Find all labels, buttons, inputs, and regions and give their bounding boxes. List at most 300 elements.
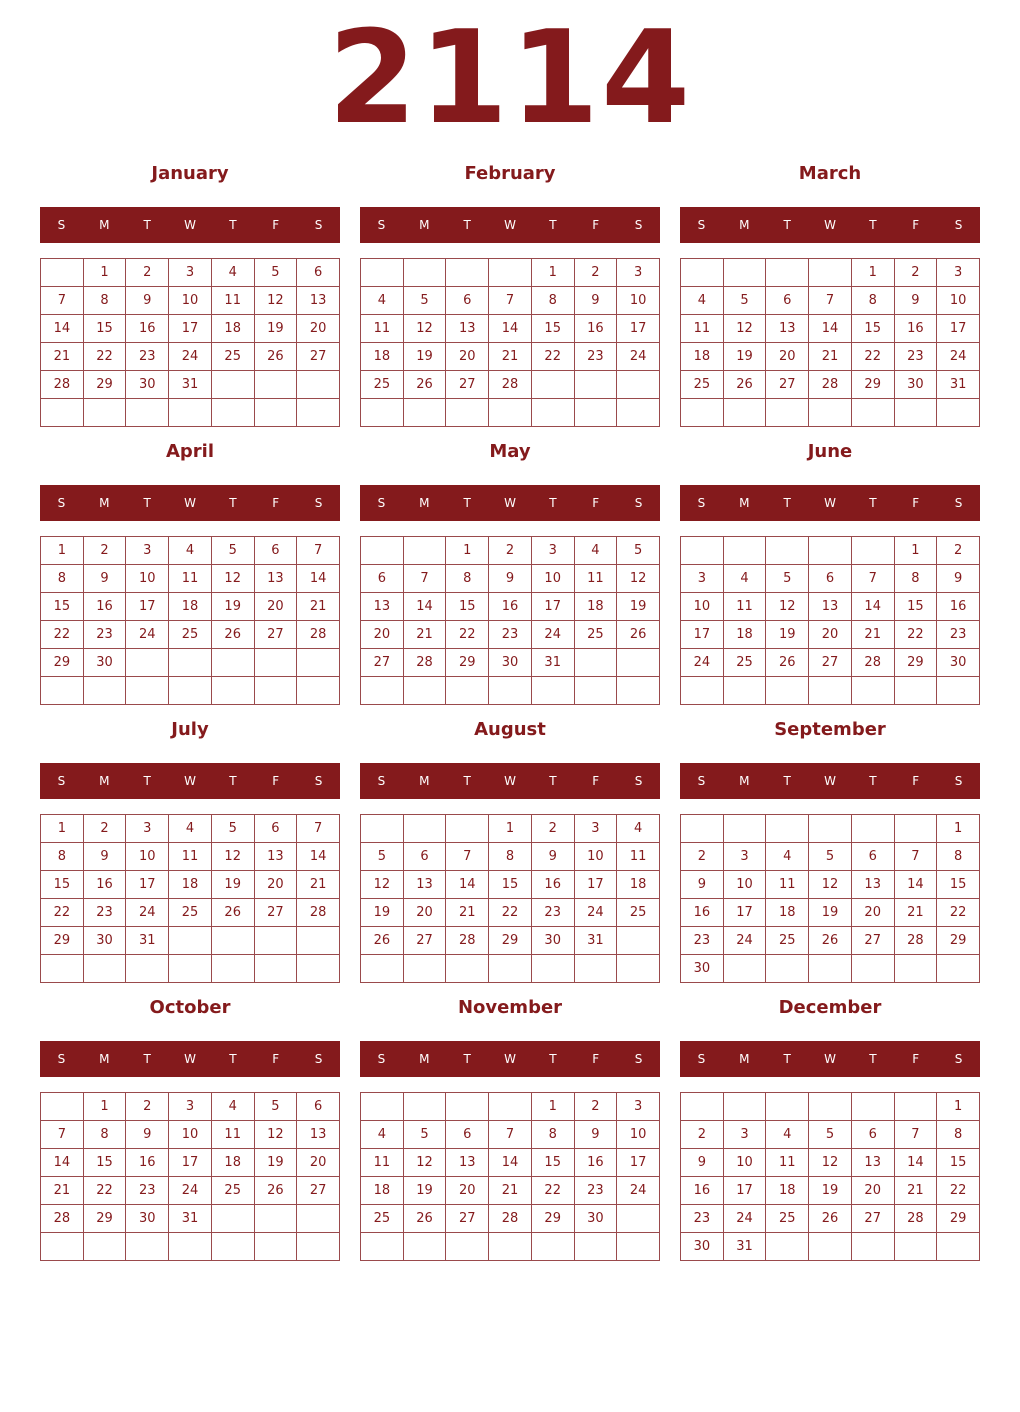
empty-day-cell xyxy=(681,1093,724,1121)
empty-day-cell xyxy=(446,955,489,983)
empty-day-cell xyxy=(724,677,767,705)
empty-day-cell xyxy=(575,1233,618,1261)
empty-day-cell xyxy=(255,1205,298,1233)
day-cell: 19 xyxy=(766,621,809,649)
weekday-header xyxy=(360,207,660,243)
empty-day-cell xyxy=(724,955,767,983)
day-cell: 12 xyxy=(404,1149,447,1177)
weekday-label: W xyxy=(184,774,196,788)
empty-day-cell xyxy=(895,677,938,705)
day-cell: 21 xyxy=(404,621,447,649)
day-cell: 21 xyxy=(41,1177,84,1205)
empty-day-cell xyxy=(532,955,575,983)
day-cell: 19 xyxy=(809,1177,852,1205)
empty-day-cell xyxy=(404,677,447,705)
day-cell: 25 xyxy=(575,621,618,649)
day-cell: 21 xyxy=(809,343,852,371)
day-cell: 13 xyxy=(361,593,404,621)
day-cell: 15 xyxy=(937,871,980,899)
day-cell: 30 xyxy=(681,1233,724,1261)
weekday-label: M xyxy=(739,496,750,510)
day-cell: 18 xyxy=(617,871,660,899)
day-cell: 3 xyxy=(169,259,212,287)
empty-day-cell xyxy=(404,955,447,983)
day-cell: 1 xyxy=(84,259,127,287)
day-cell: 2 xyxy=(489,537,532,565)
day-cell: 26 xyxy=(361,927,404,955)
day-cell: 2 xyxy=(937,537,980,565)
day-cell: 27 xyxy=(446,371,489,399)
day-grid xyxy=(40,536,340,705)
day-cell: 28 xyxy=(41,371,84,399)
empty-day-cell xyxy=(169,927,212,955)
day-cell: 9 xyxy=(575,1121,618,1149)
day-cell: 31 xyxy=(937,371,980,399)
day-cell: 29 xyxy=(84,1205,127,1233)
weekday-label: S xyxy=(314,496,323,510)
day-cell: 13 xyxy=(852,871,895,899)
empty-day-cell xyxy=(41,1233,84,1261)
weekday-label: F xyxy=(272,1052,280,1066)
month-october xyxy=(40,992,340,1270)
month-name: June xyxy=(807,441,853,462)
day-cell: 23 xyxy=(84,899,127,927)
day-cell: 11 xyxy=(617,843,660,871)
empty-day-cell xyxy=(617,677,660,705)
empty-day-cell xyxy=(766,815,809,843)
day-cell: 23 xyxy=(681,927,724,955)
weekday-label: M xyxy=(739,1052,750,1066)
day-cell: 5 xyxy=(809,1121,852,1149)
empty-day-cell xyxy=(766,399,809,427)
day-cell: 11 xyxy=(169,843,212,871)
weekday-label: M xyxy=(739,774,750,788)
weekday-label: T xyxy=(463,496,471,510)
day-cell: 14 xyxy=(809,315,852,343)
day-cell: 26 xyxy=(617,621,660,649)
empty-day-cell xyxy=(489,259,532,287)
empty-day-cell xyxy=(41,259,84,287)
day-cell: 7 xyxy=(489,287,532,315)
weekday-label: T xyxy=(143,774,151,788)
empty-day-cell xyxy=(41,399,84,427)
day-grid xyxy=(680,814,980,983)
day-cell: 24 xyxy=(169,1177,212,1205)
day-cell: 20 xyxy=(446,1177,489,1205)
day-cell: 27 xyxy=(446,1205,489,1233)
day-cell: 5 xyxy=(255,1093,298,1121)
empty-day-cell xyxy=(212,1233,255,1261)
weekday-header xyxy=(360,485,660,521)
day-cell: 4 xyxy=(575,537,618,565)
day-cell: 26 xyxy=(809,927,852,955)
month-name: February xyxy=(464,163,556,184)
day-cell: 31 xyxy=(126,927,169,955)
empty-day-cell xyxy=(297,399,340,427)
empty-day-cell xyxy=(361,955,404,983)
day-cell: 21 xyxy=(895,1177,938,1205)
empty-day-cell xyxy=(297,927,340,955)
day-cell: 5 xyxy=(361,843,404,871)
day-cell: 24 xyxy=(575,899,618,927)
empty-day-cell xyxy=(809,399,852,427)
day-cell: 18 xyxy=(212,1149,255,1177)
day-cell: 9 xyxy=(575,287,618,315)
day-cell: 25 xyxy=(212,1177,255,1205)
empty-day-cell xyxy=(446,1233,489,1261)
weekday-label: T xyxy=(229,774,237,788)
day-cell: 2 xyxy=(126,259,169,287)
empty-day-cell xyxy=(489,677,532,705)
empty-day-cell xyxy=(446,399,489,427)
empty-day-cell xyxy=(404,537,447,565)
day-cell: 8 xyxy=(532,287,575,315)
day-cell: 20 xyxy=(852,899,895,927)
empty-day-cell xyxy=(212,955,255,983)
day-cell: 31 xyxy=(169,1205,212,1233)
empty-day-cell xyxy=(361,1233,404,1261)
weekday-label: F xyxy=(272,496,280,510)
day-cell: 14 xyxy=(852,593,895,621)
day-cell: 1 xyxy=(532,1093,575,1121)
empty-day-cell xyxy=(809,1093,852,1121)
day-grid xyxy=(40,258,340,427)
day-cell: 6 xyxy=(766,287,809,315)
weekday-label: W xyxy=(504,218,516,232)
day-cell: 19 xyxy=(212,593,255,621)
day-cell: 11 xyxy=(681,315,724,343)
weekday-label: S xyxy=(314,1052,323,1066)
weekday-label: W xyxy=(824,774,836,788)
weekday-label: W xyxy=(824,496,836,510)
day-cell: 7 xyxy=(446,843,489,871)
weekday-label: T xyxy=(783,218,791,232)
day-cell: 1 xyxy=(895,537,938,565)
day-cell: 30 xyxy=(937,649,980,677)
day-cell: 18 xyxy=(681,343,724,371)
month-name: September xyxy=(774,719,886,740)
day-cell: 15 xyxy=(489,871,532,899)
weekday-label: S xyxy=(954,496,963,510)
empty-day-cell xyxy=(169,677,212,705)
day-cell: 21 xyxy=(852,621,895,649)
day-cell: 12 xyxy=(617,565,660,593)
day-cell: 17 xyxy=(724,899,767,927)
empty-day-cell xyxy=(361,537,404,565)
empty-day-cell xyxy=(575,955,618,983)
day-cell: 4 xyxy=(617,815,660,843)
empty-day-cell xyxy=(361,1093,404,1121)
weekday-label: T xyxy=(463,218,471,232)
empty-day-cell xyxy=(617,1233,660,1261)
day-cell: 11 xyxy=(766,1149,809,1177)
weekday-label: F xyxy=(592,218,600,232)
empty-day-cell xyxy=(404,399,447,427)
empty-day-cell xyxy=(532,1233,575,1261)
day-cell: 14 xyxy=(41,1149,84,1177)
weekday-label: S xyxy=(314,774,323,788)
day-cell: 24 xyxy=(937,343,980,371)
day-cell: 5 xyxy=(212,815,255,843)
day-cell: 26 xyxy=(212,899,255,927)
day-cell: 17 xyxy=(681,621,724,649)
weekday-label: T xyxy=(229,1052,237,1066)
day-cell: 14 xyxy=(404,593,447,621)
day-cell: 4 xyxy=(361,1121,404,1149)
empty-day-cell xyxy=(361,677,404,705)
weekday-label: T xyxy=(229,218,237,232)
day-cell: 18 xyxy=(169,593,212,621)
weekday-label: S xyxy=(697,496,706,510)
day-cell: 21 xyxy=(489,343,532,371)
day-cell: 25 xyxy=(361,1205,404,1233)
day-cell: 20 xyxy=(852,1177,895,1205)
day-cell: 28 xyxy=(809,371,852,399)
day-cell: 28 xyxy=(404,649,447,677)
day-cell: 10 xyxy=(169,1121,212,1149)
day-cell: 31 xyxy=(169,371,212,399)
day-cell: 7 xyxy=(809,287,852,315)
empty-day-cell xyxy=(809,259,852,287)
empty-day-cell xyxy=(809,677,852,705)
day-cell: 8 xyxy=(532,1121,575,1149)
day-cell: 22 xyxy=(937,1177,980,1205)
empty-day-cell xyxy=(446,259,489,287)
empty-day-cell xyxy=(404,259,447,287)
day-cell: 23 xyxy=(575,343,618,371)
day-cell: 2 xyxy=(681,843,724,871)
empty-day-cell xyxy=(255,955,298,983)
day-cell: 3 xyxy=(169,1093,212,1121)
weekday-label: S xyxy=(57,774,66,788)
day-cell: 29 xyxy=(41,649,84,677)
day-cell: 15 xyxy=(937,1149,980,1177)
empty-day-cell xyxy=(809,955,852,983)
day-cell: 1 xyxy=(446,537,489,565)
empty-day-cell xyxy=(532,371,575,399)
day-cell: 22 xyxy=(41,621,84,649)
empty-day-cell xyxy=(489,1233,532,1261)
empty-day-cell xyxy=(126,1233,169,1261)
weekday-label: W xyxy=(504,1052,516,1066)
day-cell: 19 xyxy=(404,1177,447,1205)
day-cell: 20 xyxy=(766,343,809,371)
empty-day-cell xyxy=(724,259,767,287)
empty-day-cell xyxy=(895,399,938,427)
day-cell: 30 xyxy=(126,371,169,399)
day-cell: 27 xyxy=(255,621,298,649)
day-cell: 29 xyxy=(446,649,489,677)
day-cell: 5 xyxy=(404,287,447,315)
day-cell: 28 xyxy=(489,1205,532,1233)
day-cell: 4 xyxy=(169,815,212,843)
day-cell: 6 xyxy=(255,815,298,843)
day-grid xyxy=(360,1092,660,1261)
day-cell: 19 xyxy=(617,593,660,621)
day-cell: 16 xyxy=(532,871,575,899)
weekday-label: T xyxy=(463,1052,471,1066)
month-february xyxy=(360,158,660,436)
empty-day-cell xyxy=(937,399,980,427)
day-cell: 30 xyxy=(84,649,127,677)
day-cell: 22 xyxy=(41,899,84,927)
day-cell: 22 xyxy=(852,343,895,371)
day-grid xyxy=(680,258,980,427)
day-cell: 29 xyxy=(532,1205,575,1233)
weekday-label: M xyxy=(99,496,110,510)
day-cell: 13 xyxy=(297,1121,340,1149)
day-cell: 17 xyxy=(617,1149,660,1177)
empty-day-cell xyxy=(617,1205,660,1233)
day-cell: 30 xyxy=(681,955,724,983)
month-june xyxy=(680,436,980,714)
day-cell: 21 xyxy=(489,1177,532,1205)
day-cell: 14 xyxy=(489,1149,532,1177)
day-cell: 11 xyxy=(361,315,404,343)
day-cell: 4 xyxy=(724,565,767,593)
empty-day-cell xyxy=(297,1233,340,1261)
day-cell: 22 xyxy=(532,1177,575,1205)
day-cell: 23 xyxy=(489,621,532,649)
day-cell: 15 xyxy=(895,593,938,621)
empty-day-cell xyxy=(575,371,618,399)
day-cell: 7 xyxy=(41,287,84,315)
empty-day-cell xyxy=(724,399,767,427)
day-cell: 24 xyxy=(617,1177,660,1205)
empty-day-cell xyxy=(766,1233,809,1261)
empty-day-cell xyxy=(617,955,660,983)
day-cell: 5 xyxy=(617,537,660,565)
day-cell: 3 xyxy=(126,537,169,565)
day-cell: 15 xyxy=(852,315,895,343)
empty-day-cell xyxy=(255,399,298,427)
day-cell: 24 xyxy=(681,649,724,677)
day-grid xyxy=(360,258,660,427)
weekday-label: W xyxy=(824,218,836,232)
empty-day-cell xyxy=(84,1233,127,1261)
day-cell: 10 xyxy=(169,287,212,315)
day-cell: 9 xyxy=(681,1149,724,1177)
day-cell: 9 xyxy=(681,871,724,899)
empty-day-cell xyxy=(255,927,298,955)
day-cell: 24 xyxy=(126,899,169,927)
day-cell: 21 xyxy=(297,871,340,899)
weekday-label: T xyxy=(783,1052,791,1066)
day-cell: 10 xyxy=(617,287,660,315)
day-cell: 2 xyxy=(895,259,938,287)
months-grid xyxy=(40,158,980,1270)
empty-day-cell xyxy=(404,815,447,843)
day-cell: 27 xyxy=(852,1205,895,1233)
empty-day-cell xyxy=(937,955,980,983)
empty-day-cell xyxy=(297,649,340,677)
weekday-label: F xyxy=(912,218,920,232)
weekday-label: S xyxy=(377,774,386,788)
day-cell: 17 xyxy=(575,871,618,899)
day-cell: 14 xyxy=(895,1149,938,1177)
day-cell: 18 xyxy=(361,343,404,371)
day-cell: 29 xyxy=(84,371,127,399)
empty-day-cell xyxy=(895,1093,938,1121)
day-cell: 25 xyxy=(681,371,724,399)
day-cell: 8 xyxy=(41,843,84,871)
empty-day-cell xyxy=(404,1093,447,1121)
day-cell: 20 xyxy=(297,315,340,343)
day-cell: 16 xyxy=(489,593,532,621)
weekday-label: F xyxy=(272,218,280,232)
day-cell: 11 xyxy=(575,565,618,593)
weekday-label: F xyxy=(592,774,600,788)
month-september xyxy=(680,714,980,992)
day-cell: 16 xyxy=(84,593,127,621)
day-cell: 10 xyxy=(681,593,724,621)
empty-day-cell xyxy=(852,815,895,843)
day-cell: 12 xyxy=(404,315,447,343)
day-cell: 14 xyxy=(446,871,489,899)
weekday-header xyxy=(680,207,980,243)
day-cell: 19 xyxy=(255,1149,298,1177)
empty-day-cell xyxy=(255,371,298,399)
weekday-label: W xyxy=(184,496,196,510)
day-cell: 29 xyxy=(895,649,938,677)
weekday-header xyxy=(680,485,980,521)
day-cell: 1 xyxy=(489,815,532,843)
day-cell: 20 xyxy=(446,343,489,371)
empty-day-cell xyxy=(212,677,255,705)
weekday-header xyxy=(360,763,660,799)
empty-day-cell xyxy=(169,649,212,677)
weekday-label: S xyxy=(57,496,66,510)
month-march xyxy=(680,158,980,436)
day-cell: 20 xyxy=(404,899,447,927)
day-cell: 12 xyxy=(255,287,298,315)
empty-day-cell xyxy=(766,955,809,983)
empty-day-cell xyxy=(766,1093,809,1121)
day-cell: 13 xyxy=(255,565,298,593)
month-april xyxy=(40,436,340,714)
day-cell: 17 xyxy=(169,315,212,343)
weekday-label: S xyxy=(57,1052,66,1066)
month-july xyxy=(40,714,340,992)
empty-day-cell xyxy=(532,677,575,705)
day-cell: 8 xyxy=(895,565,938,593)
day-cell: 1 xyxy=(41,815,84,843)
empty-day-cell xyxy=(681,259,724,287)
month-name: August xyxy=(474,719,546,740)
day-cell: 7 xyxy=(895,843,938,871)
day-cell: 20 xyxy=(255,871,298,899)
day-cell: 17 xyxy=(532,593,575,621)
empty-day-cell xyxy=(681,537,724,565)
day-cell: 7 xyxy=(852,565,895,593)
month-january xyxy=(40,158,340,436)
month-name: April xyxy=(165,441,215,462)
weekday-label: F xyxy=(592,496,600,510)
weekday-label: W xyxy=(824,1052,836,1066)
day-cell: 15 xyxy=(532,315,575,343)
day-grid xyxy=(40,1092,340,1261)
weekday-label: S xyxy=(697,1052,706,1066)
day-cell: 13 xyxy=(255,843,298,871)
day-cell: 9 xyxy=(84,843,127,871)
day-cell: 25 xyxy=(617,899,660,927)
day-cell: 12 xyxy=(766,593,809,621)
weekday-label: F xyxy=(272,774,280,788)
weekday-label: T xyxy=(869,496,877,510)
day-cell: 11 xyxy=(169,565,212,593)
day-cell: 4 xyxy=(681,287,724,315)
day-cell: 15 xyxy=(446,593,489,621)
